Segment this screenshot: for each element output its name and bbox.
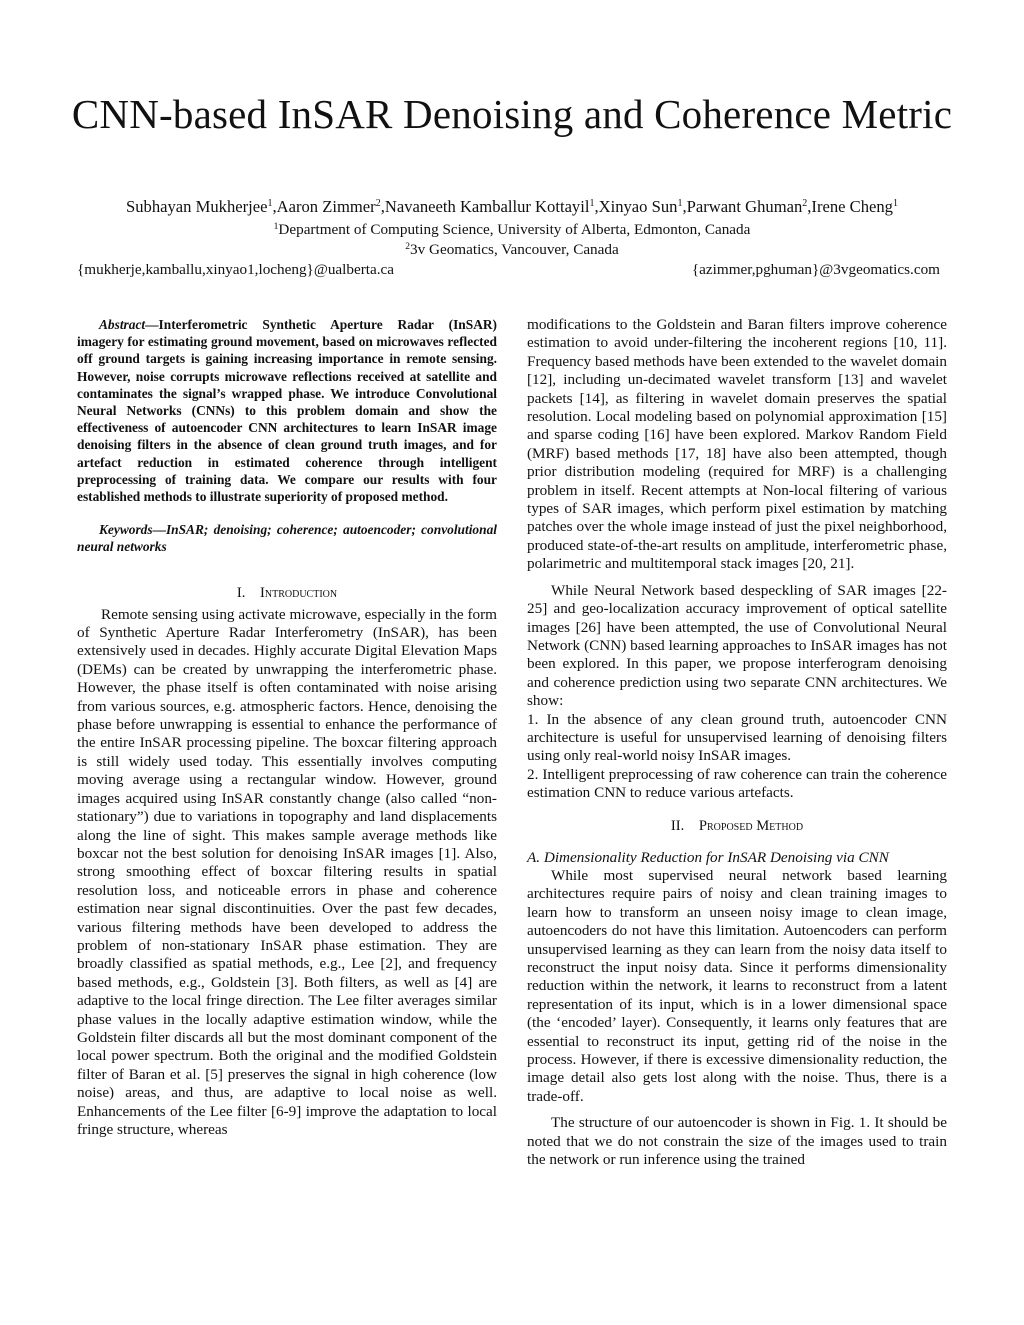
left-column — [77, 316, 497, 1139]
author-affiliation-mark: 1 — [589, 198, 595, 209]
section-heading-proposed-method: II. Proposed Method — [670, 817, 804, 834]
email-university: {mukherje,kamballu,xinyao1,locheng}@ualberta.ca — [77, 261, 395, 278]
subsection-heading-dimensionality-reduction: A. Dimensionality Reduction for InSAR Denoising via CNN — [527, 848, 889, 866]
author-name: Navaneeth Kamballur Kottayil — [384, 197, 590, 216]
affiliation-company: $^2$3v Geomatics, Vancouver, Canada — [405, 241, 619, 258]
abstract-label: Abstract — [99, 317, 146, 332]
method-paragraph: While most supervised neural network based learning architectures require pairs of noisy and clean training images to learn how to transform an unseen noisy image to clean image, autoencoders do not have this limitation. Autoencoders can perform unsupervised learning as they can learn from the noisy data itself to reconstruct the input noisy data. Since it performs dimensionality reduction within the network, it learns to reconstruct from a latent representation of its input, which is in a lower dimensional space (the ‘encoded’ layer). Consequently, it learns only features that are essential to reconstruct its input, getting rid of the noise in the process. However, if there is excessive dimensionality reduction, the image detail also gets lost along with the noise. Thus, there is a trade-off. — [527, 866, 947, 1105]
author-name: Subhayan Mukherjee — [126, 197, 268, 216]
right-column — [527, 316, 947, 1169]
author-list: Subhayan Mukherjee$^1$,Aaron Zimmer$^2$,Navaneeth Kamballur Kottayil$^1$,Xinyao Sun$^1$,Parwant Ghuman$^2$,Irene Cheng$^1$ — [126, 197, 898, 216]
contribution-item: 1. In the absence of any clean ground truth, autoencoder CNN architecture is useful for unsupervised learning of denoising filters using only real-world noisy InSAR images. — [527, 710, 947, 765]
author-name: Irene Cheng — [811, 197, 893, 216]
author-name: Aaron Zimmer — [276, 197, 376, 216]
author-affiliation-mark: 1 — [267, 198, 273, 209]
author-affiliation-mark: 2 — [375, 198, 381, 209]
section-heading-introduction: I. Introduction — [236, 584, 338, 601]
introduction-continued-paragraph: modifications to the Goldstein and Baran filters improve coherence estimation to avoid under-filtering the incoherent regions [10, 11]. Frequency based methods have been extended to the wavelet domain [12], including un-decimated wavelet transform [13] and wavelet packets [14], as filtering in wavelet domain preserves the spatial resolution. Local modeling based on polynomial approximation [15] and sparse coding [16] have been explored. Markov Random Field (MRF) based methods [17, 18] have also been attempted, though prior distribution modeling (required for MRF) is a challenging problem in itself. Recent attempts at Non-local filtering of various types of SAR images, which perform pixel estimation by matching patches over the whole image instead of just the pixel neighborhood, produced state-of-the-art results on amplitude, interferometric phase, polarimetric and multitemporal stack images [20, 21]. — [527, 316, 947, 573]
email-company: {azimmer,pghuman}@3vgeomatics.com — [691, 261, 940, 278]
abstract-text: —Interferometric Synthetic Aperture Radar (InSAR) imagery for estimating ground movement, based on microwaves reflected off ground targets is gaining increasing importance in remote sensing. However, noise corrupts microwave reflections received at satellite and contaminates the signal’s wrapped phase. We introduce Convolutional Neural Networks (CNNs) to this problem domain and show the effectiveness of autoencoder CNN architectures to learn InSAR image denoising filters in the absence of clean ground truth images, and for artefact reduction in estimated coherence through intelligent preprocessing of training data. We compare our results with four established methods to illustrate superiority of proposed method. — [77, 317, 497, 505]
contribution-item: 2. Intelligent preprocessing of raw coherence can train the coherence estimation CNN to reduce various artefacts. — [527, 765, 947, 802]
author-affiliation-mark: 1 — [892, 198, 898, 209]
introduction-paragraph: Remote sensing using activate microwave, especially in the form of Synthetic Aperture Radar Interferometry (InSAR), has been extensively used in decades. Highly accurate Digital Elevation Maps (DEMs) can be created by unwrapping the interferometric phase. However, the phase itself is often contaminated with noise arising from various sources, e.g. atmospheric factors. Hence, denoising the phase before unwrapping is essential to enhance the performance of the entire InSAR processing pipeline. The boxcar filtering approach is still widely used today. This essentially involves computing moving average using a rectangular window. However, ground images acquired using InSAR constantly change (also called “non-stationary”) due to variations in topography and land displacements along the line of sight. This makes sample average methods like boxcar not the best solution for denoising InSAR images [1]. Also, strong smoothing effect of boxcar filtering results in spatial resolution loss, and noticeable errors in phase and coherence estimation near signal discontinuities. Over the past few decades, various filtering methods have been developed to address the problem of non-stationary InSAR phase estimation. They are broadly classified as spatial methods, e.g., Lee [2], and frequency based methods, e.g., Goldstein [3]. Both filters, as well as [4] are adaptive to the local fringe direction. The Lee filter averages similar phase values in the locally adaptive estimation window, while the Goldstein filter discards all but the most dominant component of the local power spectrum. Both the original and the modified Goldstein filter of Baran et al. [5] preserves the signal in high coherence (low noise) areas, and thus, are adaptive to local noise as well. Enhancements of the Lee filter [6-9] improve the adaptation to local fringe structure, whereas — [77, 605, 497, 1139]
author-affiliation-mark: 1 — [677, 198, 683, 209]
author-name: Parwant Ghuman — [686, 197, 803, 216]
paper-title: CNN-based InSAR Denoising and Coherence Metric — [71, 91, 953, 137]
contributions-paragraph: While Neural Network based despeckling of SAR images [22-25] and geo-localization accuracy improvement of optical satellite images [26] have been attempted, the use of Convolutional Neural Network (CNN) based learning approaches to InSAR images has not been explored. In this paper, we propose interferogram denoising and coherence prediction using two separate CNN architectures. We show: — [527, 581, 947, 710]
author-name: Xinyao Sun — [598, 197, 678, 216]
keywords: Keywords—InSAR; denoising; coherence; autoencoder; convolutional neural networks — [77, 522, 497, 555]
abstract — [77, 316, 497, 505]
author-affiliation-mark: 2 — [802, 198, 808, 209]
affiliation-university: $^1$Department of Computing Science, University of Alberta, Edmonton, Canada — [273, 221, 751, 238]
method-paragraph: The structure of our autoencoder is shown in Fig. 1. It should be noted that we do not constrain the size of the images used to train the network or run inference using the trained — [527, 1114, 947, 1169]
